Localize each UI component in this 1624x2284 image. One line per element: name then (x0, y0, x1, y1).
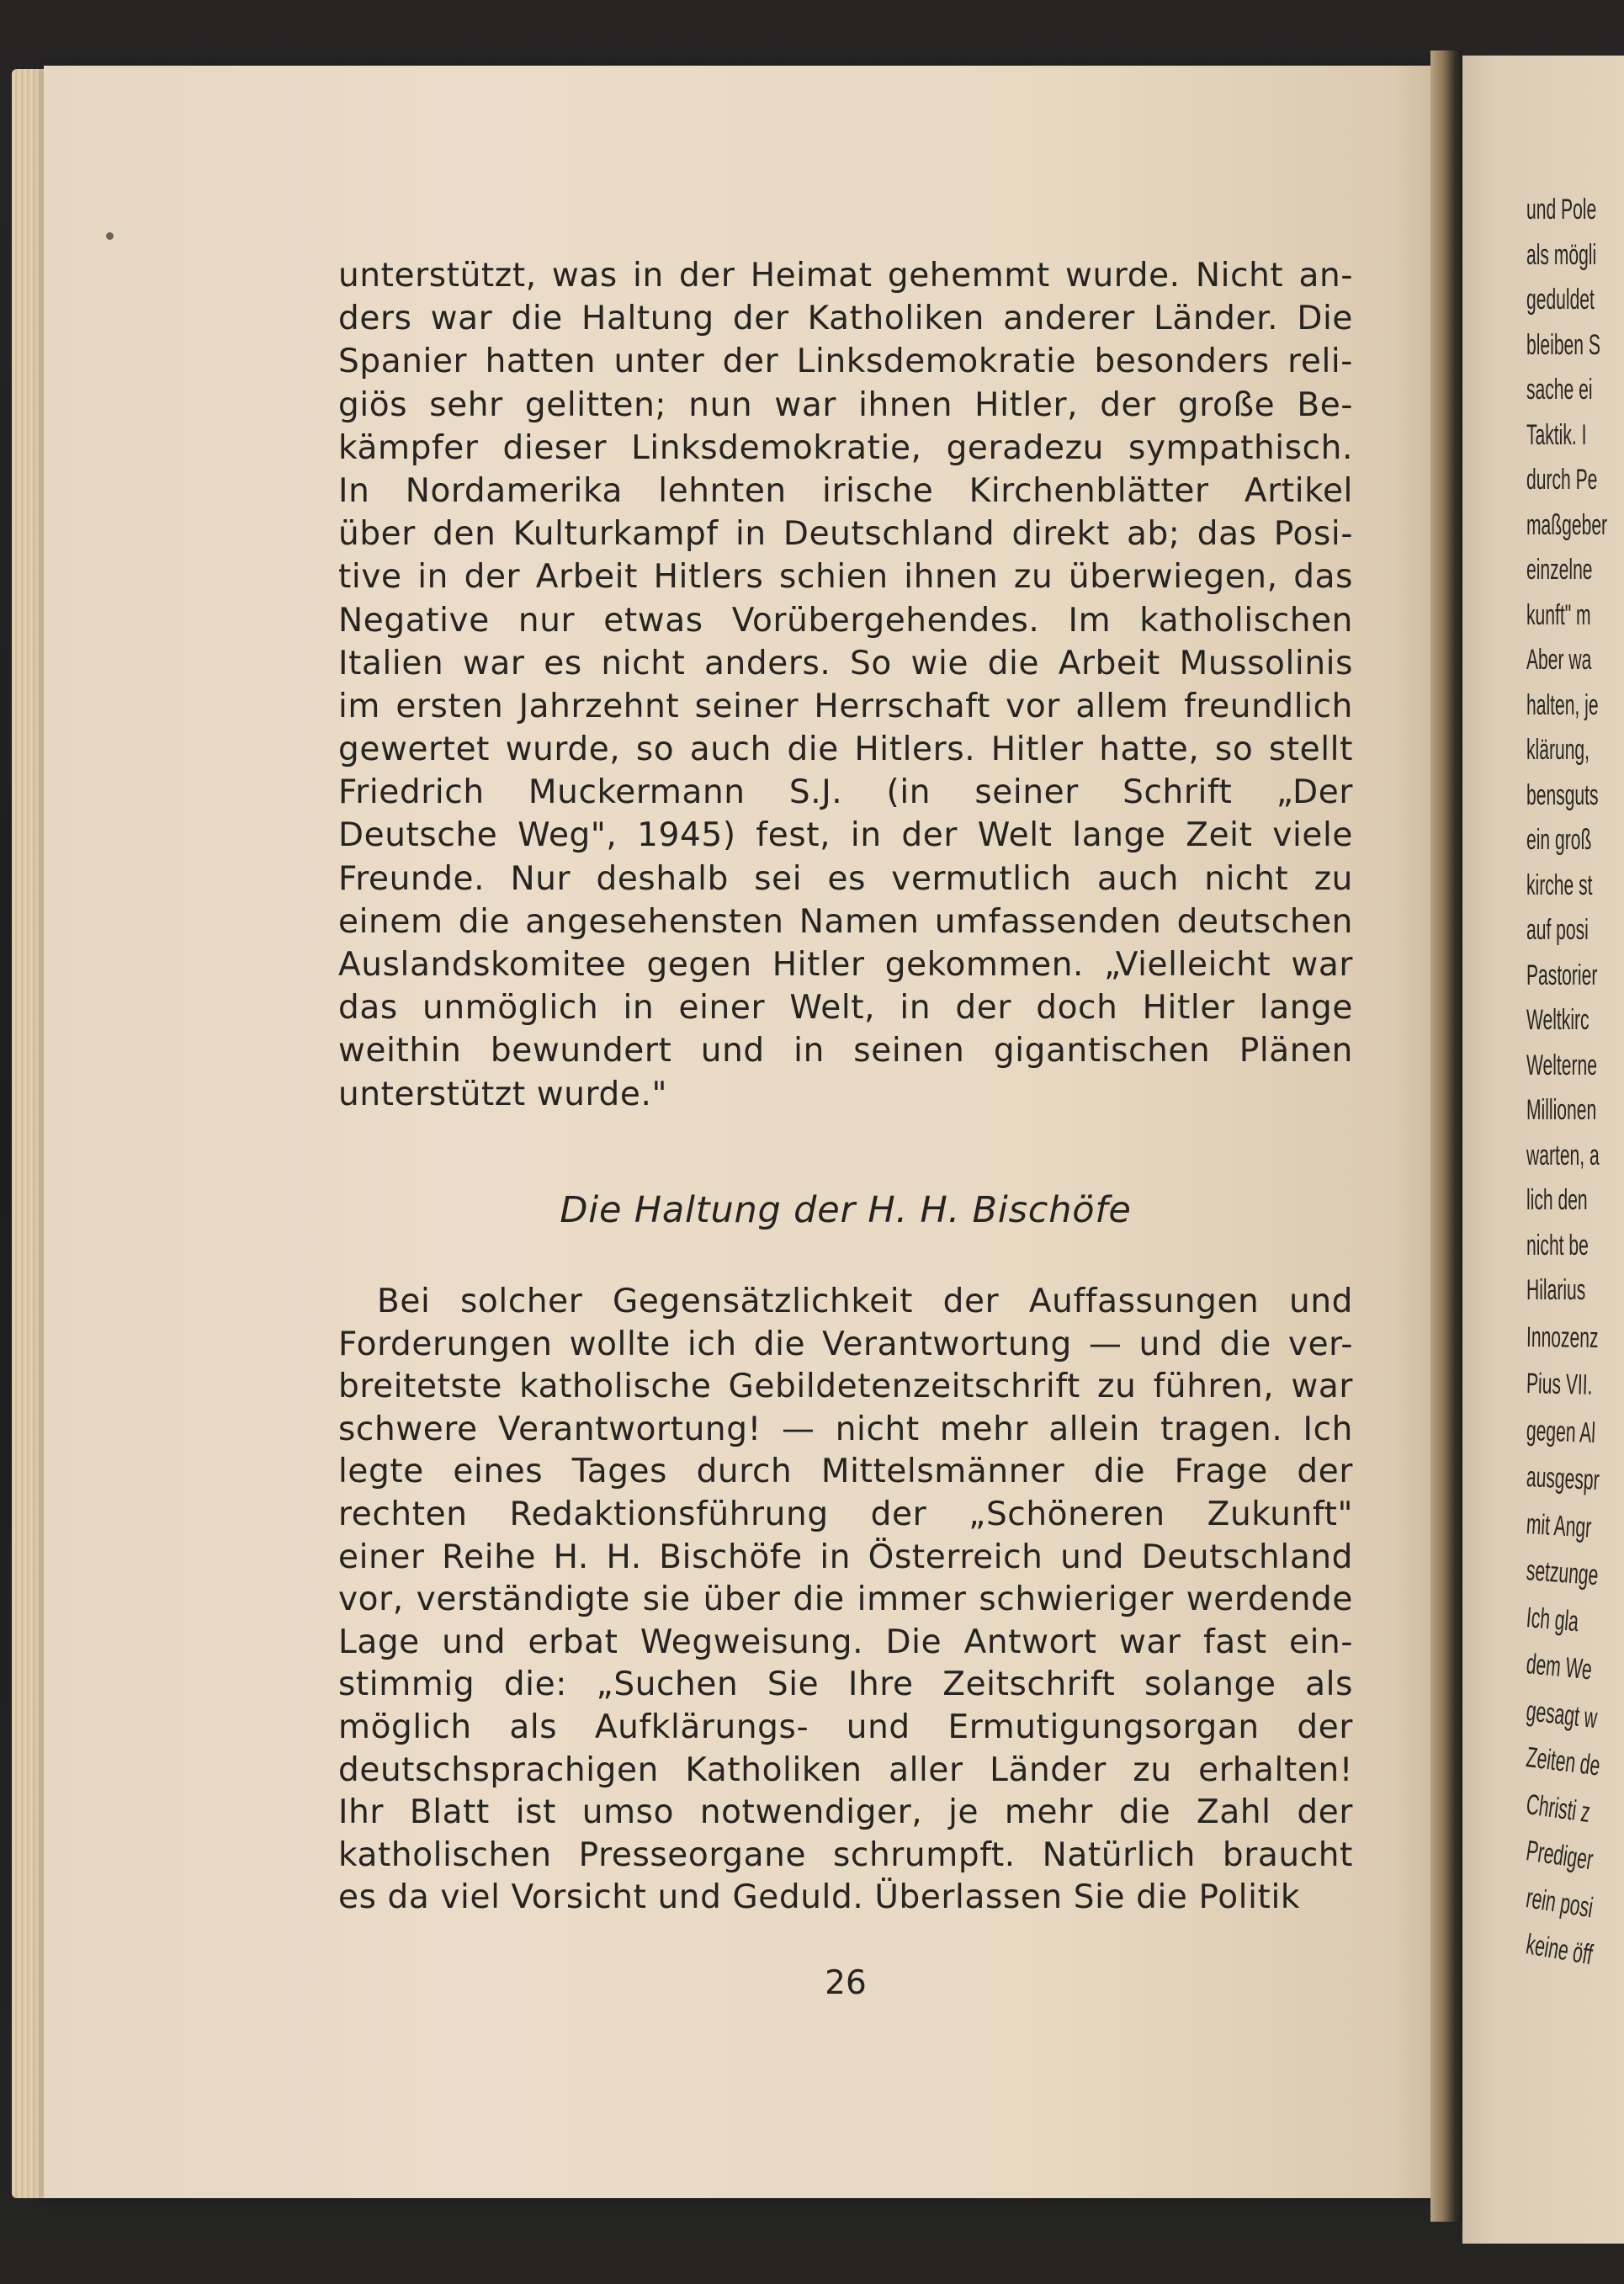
right-page-line: bensguts (1526, 778, 1599, 811)
right-page-line: Ich gla (1525, 1601, 1580, 1638)
text-line: Ihr Blatt ist umso notwendiger, je mehr die Zahl der (338, 1793, 1353, 1832)
text-line: Spanier hatten unter der Linksdemokratie besonders reli- (338, 343, 1353, 381)
right-page-line: Christi z (1524, 1787, 1593, 1829)
text-line: In Nordamerika lehnten irische Kirchenblätter Artikel (338, 471, 1353, 510)
right-page-line: mit Angr (1525, 1507, 1593, 1544)
right-page-line: setzunge (1525, 1554, 1600, 1592)
right-page-line: einzelne (1526, 554, 1593, 586)
text-line: über den Kulturkampf in Deutschland direkt ab; das Posi- (338, 515, 1353, 554)
text-line: stimmig die: „Suchen Sie Ihre Zeitschrift solange als (338, 1665, 1353, 1704)
right-page-line: Welterne (1526, 1049, 1597, 1081)
text-line: Deutsche Weg", 1945) fest, in der Welt lange Zeit viele (338, 816, 1353, 855)
text-line: unterstützt wurde." (338, 1075, 667, 1113)
text-line: Forderungen wollte ich die Verantwortung — und die ver- (338, 1325, 1353, 1363)
text-line: es da viel Vorsicht und Geduld. Überlassen Sie die Politik (338, 1878, 1301, 1917)
text-line: gewertet wurde, so auch die Hitlers. Hitler hatte, so stellt (338, 730, 1353, 769)
text-line: tive in der Arbeit Hitlers schien ihnen zu überwiegen, das (338, 558, 1353, 597)
text-line: Auslandskomitee gegen Hitler gekommen. „Vielleicht war (338, 946, 1353, 984)
text-line: deutschsprachigen Katholiken aller Länder zu erhalten! (338, 1750, 1353, 1789)
right-page-line: sache ei (1526, 374, 1593, 406)
text-line: Lage und erbat Wegweisung. Die Antwort war fast ein- (338, 1623, 1353, 1661)
text-line: Negative nur etwas Vorübergehendes. Im katholischen (338, 601, 1353, 640)
right-page-line: Taktik. I (1526, 418, 1587, 451)
right-page-line: auf posi (1526, 914, 1589, 946)
right-page-line: klärung, (1526, 734, 1590, 766)
text-line: rechten Redaktionsführung der „Schöneren Zukunft" (338, 1495, 1353, 1533)
right-page-line: Prediger (1524, 1835, 1595, 1877)
text-line: einer Reihe H. H. Bischöfe in Österreich und Deutschland (338, 1538, 1353, 1576)
text-line: Friedrich Muckermann S.J. (in seiner Schrift „Der (338, 773, 1353, 812)
right-page-line: gegen Al (1526, 1414, 1596, 1449)
text-line: ders war die Haltung der Katholiken anderer Länder. Die (338, 300, 1353, 338)
right-page-line: geduldet (1526, 284, 1595, 316)
right-page-line: durch Pe (1526, 464, 1598, 496)
page-number: 26 (825, 1964, 867, 2002)
text-line: das unmöglich in einer Welt, in der doch Hitler lange (338, 989, 1353, 1028)
right-page-line: halten, je (1526, 688, 1599, 721)
text-line: einem die angesehensten Namen umfassenden deutschen (338, 902, 1353, 941)
right-page-line: maßgeber (1526, 508, 1608, 541)
text-line: im ersten Jahrzehnt seiner Herrschaft vor allem freundlich (338, 687, 1353, 725)
right-page (1462, 56, 1624, 2244)
text-line: vor, verständigte sie über die immer schwieriger werdende (338, 1580, 1353, 1619)
book-gutter (1430, 50, 1462, 2222)
section-heading: Die Haltung der H. H. Bischöfe (560, 1189, 1132, 1231)
text-line: Bei solcher Gegensätzlichkeit der Auffassungen und (377, 1283, 1353, 1320)
right-page-line: keine öff (1523, 1928, 1595, 1972)
right-page-line: gesagt w (1524, 1694, 1600, 1734)
paper-speck (106, 232, 114, 240)
text-line: schwere Verantwortung! — nicht mehr allein tragen. Ich (338, 1410, 1353, 1448)
right-page-line: dem We (1525, 1648, 1594, 1686)
right-page-line: kirche st (1526, 868, 1593, 901)
right-page-line: Weltkirc (1526, 1004, 1590, 1036)
right-page-line: Millionen (1526, 1094, 1597, 1126)
right-page-line: ein groß (1526, 824, 1592, 856)
paragraph-2 (338, 1281, 1353, 1920)
right-page-line: kunft" m (1526, 598, 1591, 631)
right-page-line: Innozenz (1526, 1320, 1599, 1354)
text-line: breitetste katholische Gebildetenzeitschrift zu führen, war (338, 1368, 1353, 1406)
right-page-line: ausgespr (1526, 1461, 1600, 1497)
text-line: möglich als Aufklärungs- und Ermutigungsorgan der (338, 1708, 1353, 1746)
text-line: Freunde. Nur deshalb sei es vermutlich auch nicht zu (338, 859, 1353, 898)
text-line: Italien war es nicht anders. So wie die Arbeit Mussolinis (338, 644, 1353, 683)
right-page-line: lich den (1526, 1184, 1588, 1216)
text-line: giös sehr gelitten; nun war ihnen Hitler, der große Be- (338, 385, 1353, 424)
right-page-line: Pius VII. (1526, 1368, 1593, 1401)
text-line: unterstützt, was in der Heimat gehemmt wurde. Nicht an- (338, 257, 1353, 295)
text-line: kämpfer dieser Linksdemokratie, geradezu sympathisch. (338, 428, 1353, 467)
text-line: weithin bewundert und in seinen gigantischen Plänen (338, 1032, 1353, 1070)
right-page-line: Hilarius (1526, 1274, 1586, 1306)
right-page-line: warten, a (1526, 1139, 1600, 1171)
text-line: katholischen Presseorgane schrumpft. Natürlich braucht (338, 1835, 1353, 1874)
right-page-line: Zeiten de (1524, 1741, 1602, 1782)
text-line: legte eines Tages durch Mittelsmänner die Frage der (338, 1453, 1353, 1491)
right-page-line: Aber wa (1526, 644, 1592, 676)
right-page-line: nicht be (1526, 1229, 1589, 1262)
paragraph-1 (338, 254, 1353, 1116)
right-page-line: bleiben S (1526, 328, 1600, 361)
right-page-line: rein posi (1524, 1881, 1595, 1924)
right-page-line: als mögli (1526, 238, 1597, 271)
right-page-line: Pastorier (1526, 959, 1598, 991)
right-page-line: und Pole (1526, 194, 1597, 226)
